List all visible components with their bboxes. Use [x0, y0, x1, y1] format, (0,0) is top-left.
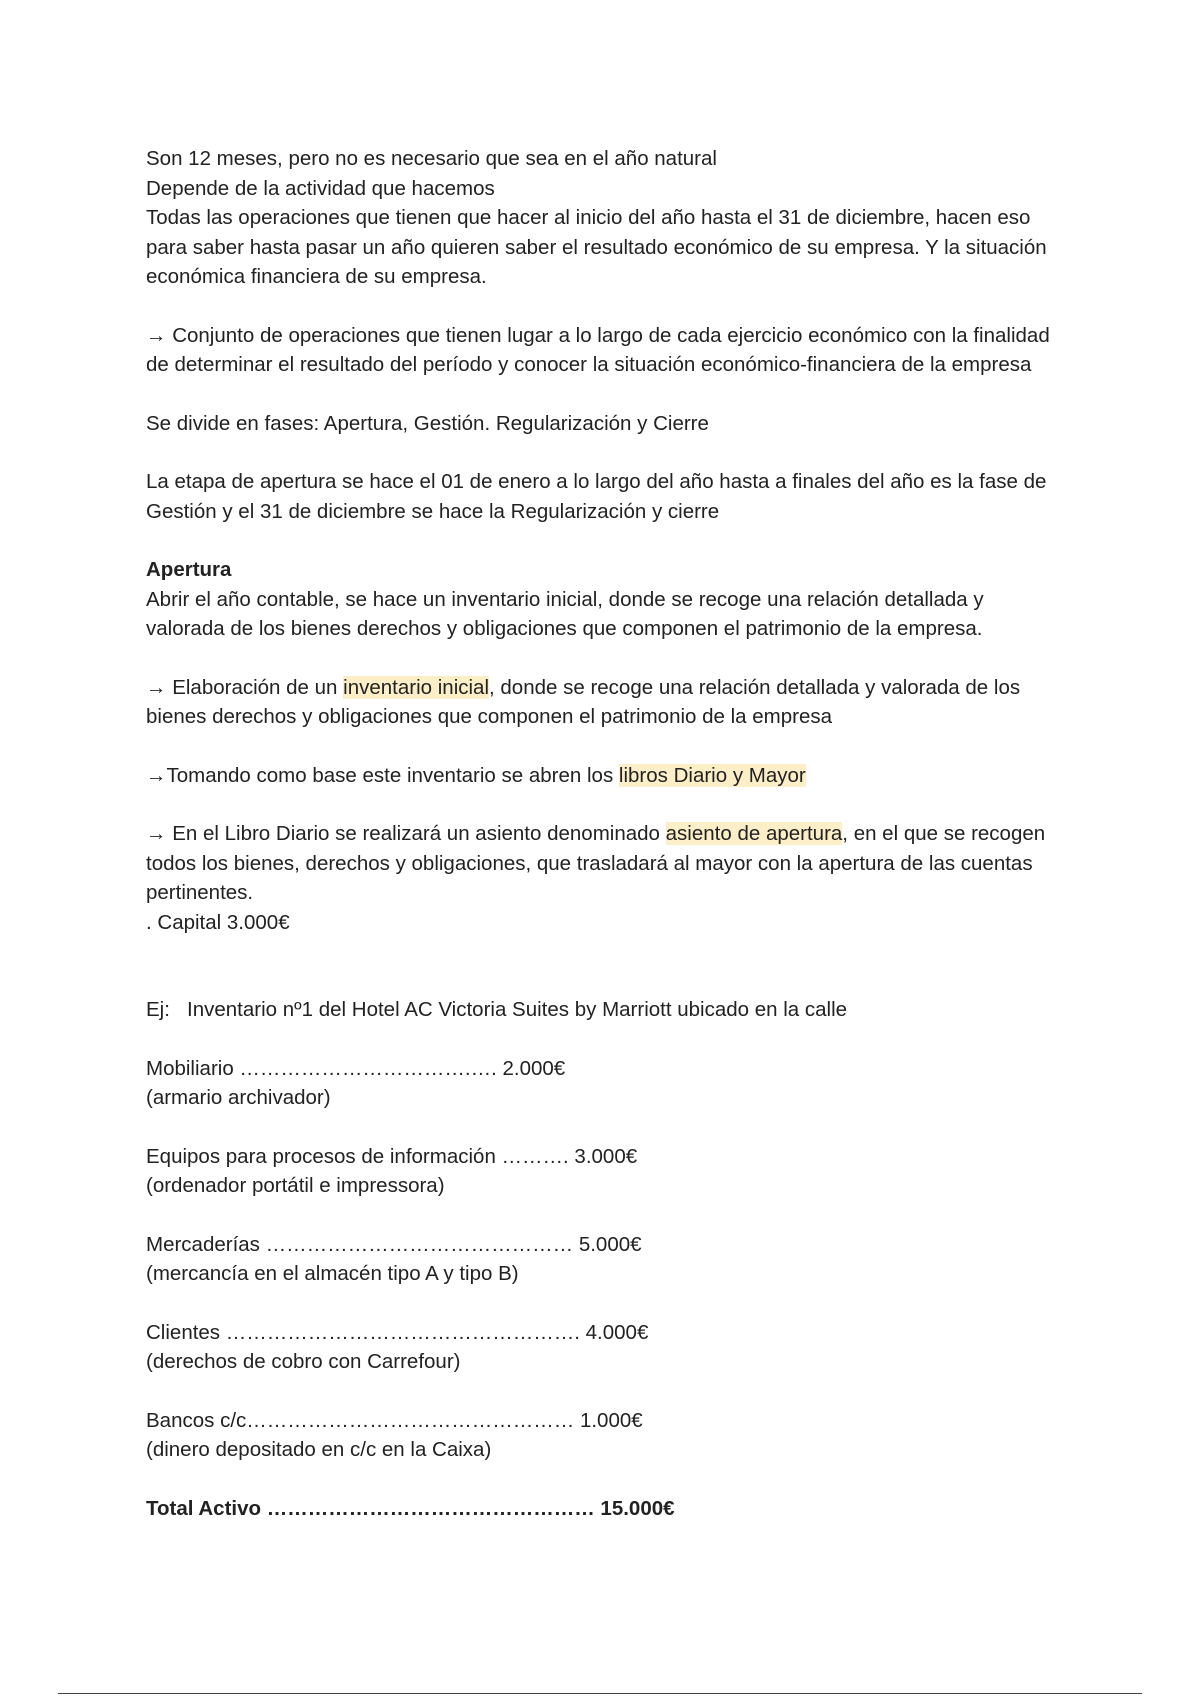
inventory-item-line: Mercaderías ……………………………………… 5.000€: [146, 1232, 642, 1256]
highlight-libros: libros Diario y Mayor: [618, 763, 806, 787]
bullet-inventario-post: , donde se recoge una relación detallada y valorada de los bienes derechos y obligaciones que componen el patrimonio de la empresa: [146, 675, 1026, 728]
inventory-item: [146, 1406, 1066, 1465]
apertura-heading: Apertura: [146, 558, 232, 581]
inventory-item-note: (dinero depositado en c/c en la Caixa): [146, 1438, 492, 1461]
document-page: [146, 144, 1066, 1523]
inventory-item-line: Equipos para procesos de información ………. 3.000€: [146, 1144, 638, 1168]
highlight-asiento-apertura: asiento de apertura: [665, 822, 843, 845]
bullet-asiento: [146, 819, 1066, 908]
bullet-libros: [146, 761, 1066, 791]
inventory-item-line: Mobiliario …………………………….…. 2.000€: [146, 1056, 566, 1080]
inventory-item: [146, 1318, 1066, 1377]
inventory-item: [146, 1142, 1066, 1201]
example-title: Ej: Inventario nº1 del Hotel AC Victoria Suites by Marriott ubicado en la calle: [146, 998, 848, 1021]
phases-paragraph: Se divide en fases: Apertura, Gestión. Regularización y Cierre: [146, 411, 709, 435]
bullet-asiento-post: , en el que se recogen todos los bienes, derechos y obligaciones, que trasladará al mayor con la apertura de las cuentas pertinentes.: [146, 822, 1051, 904]
inventory-item-line: Clientes ……………………………………………. 4.000€: [146, 1320, 649, 1344]
inventory-item-note: (armario archivador): [146, 1086, 331, 1109]
capital-line: . Capital 3.000€: [146, 910, 290, 934]
intro-line-1: Son 12 meses, pero no es necesario que sea en el año natural: [146, 147, 717, 170]
inventory-item-note: (derechos de cobro con Carrefour): [146, 1350, 461, 1373]
apertura-text: Abrir el año contable, se hace un inventario inicial, donde se recoge una relación detallada y valorada de los bienes derechos y obligaciones que componen el patrimonio de la empresa.: [146, 587, 990, 640]
intro-line-3: Todas las operaciones que tienen que hacer al inicio del año hasta el 31 de diciembre, hacen eso para saber hasta pasar un año quieren saber el resultado económico de su empresa. Y la situación económica financiera de su empresa.: [146, 206, 1053, 288]
bullet-inventario-pre: → Elaboración de un: [146, 675, 344, 699]
bullet-inventario: [146, 673, 1066, 732]
total-activo: Total Activo ………………………………………… 15.000€: [146, 1496, 675, 1520]
inventory-list: [146, 1054, 1066, 1524]
stages-paragraph: La etapa de apertura se hace el 01 de enero a lo largo del año hasta a finales del año es la fase de Gestión y el 31 de diciembre se hace la Regularización y cierre: [146, 470, 1053, 523]
inventory-item: [146, 1230, 1066, 1289]
bullet-asiento-pre: → En el Libro Diario se realizará un asiento denominado: [146, 822, 666, 845]
page-bottom-rule: [58, 1693, 1142, 1694]
intro-line-2: Depende de la actividad que hacemos: [146, 176, 495, 200]
inventory-item-line: Bancos c/c………………………………………… 1.000€: [146, 1408, 643, 1432]
inventory-item: [146, 1054, 1066, 1113]
definition-paragraph: → Conjunto de operaciones que tienen lugar a lo largo de cada ejercicio económico con la finalidad de determinar el resultado del período y conocer la situación económico-financiera de la empresa: [146, 323, 1056, 376]
bullet-libros-pre: →Tomando como base este inventario se abren los: [146, 763, 619, 787]
highlight-inventario-inicial: inventario inicial: [343, 675, 490, 699]
inventory-item-note: (mercancía en el almacén tipo A y tipo B): [146, 1262, 519, 1285]
inventory-item-note: (ordenador portátil e impressora): [146, 1174, 445, 1197]
